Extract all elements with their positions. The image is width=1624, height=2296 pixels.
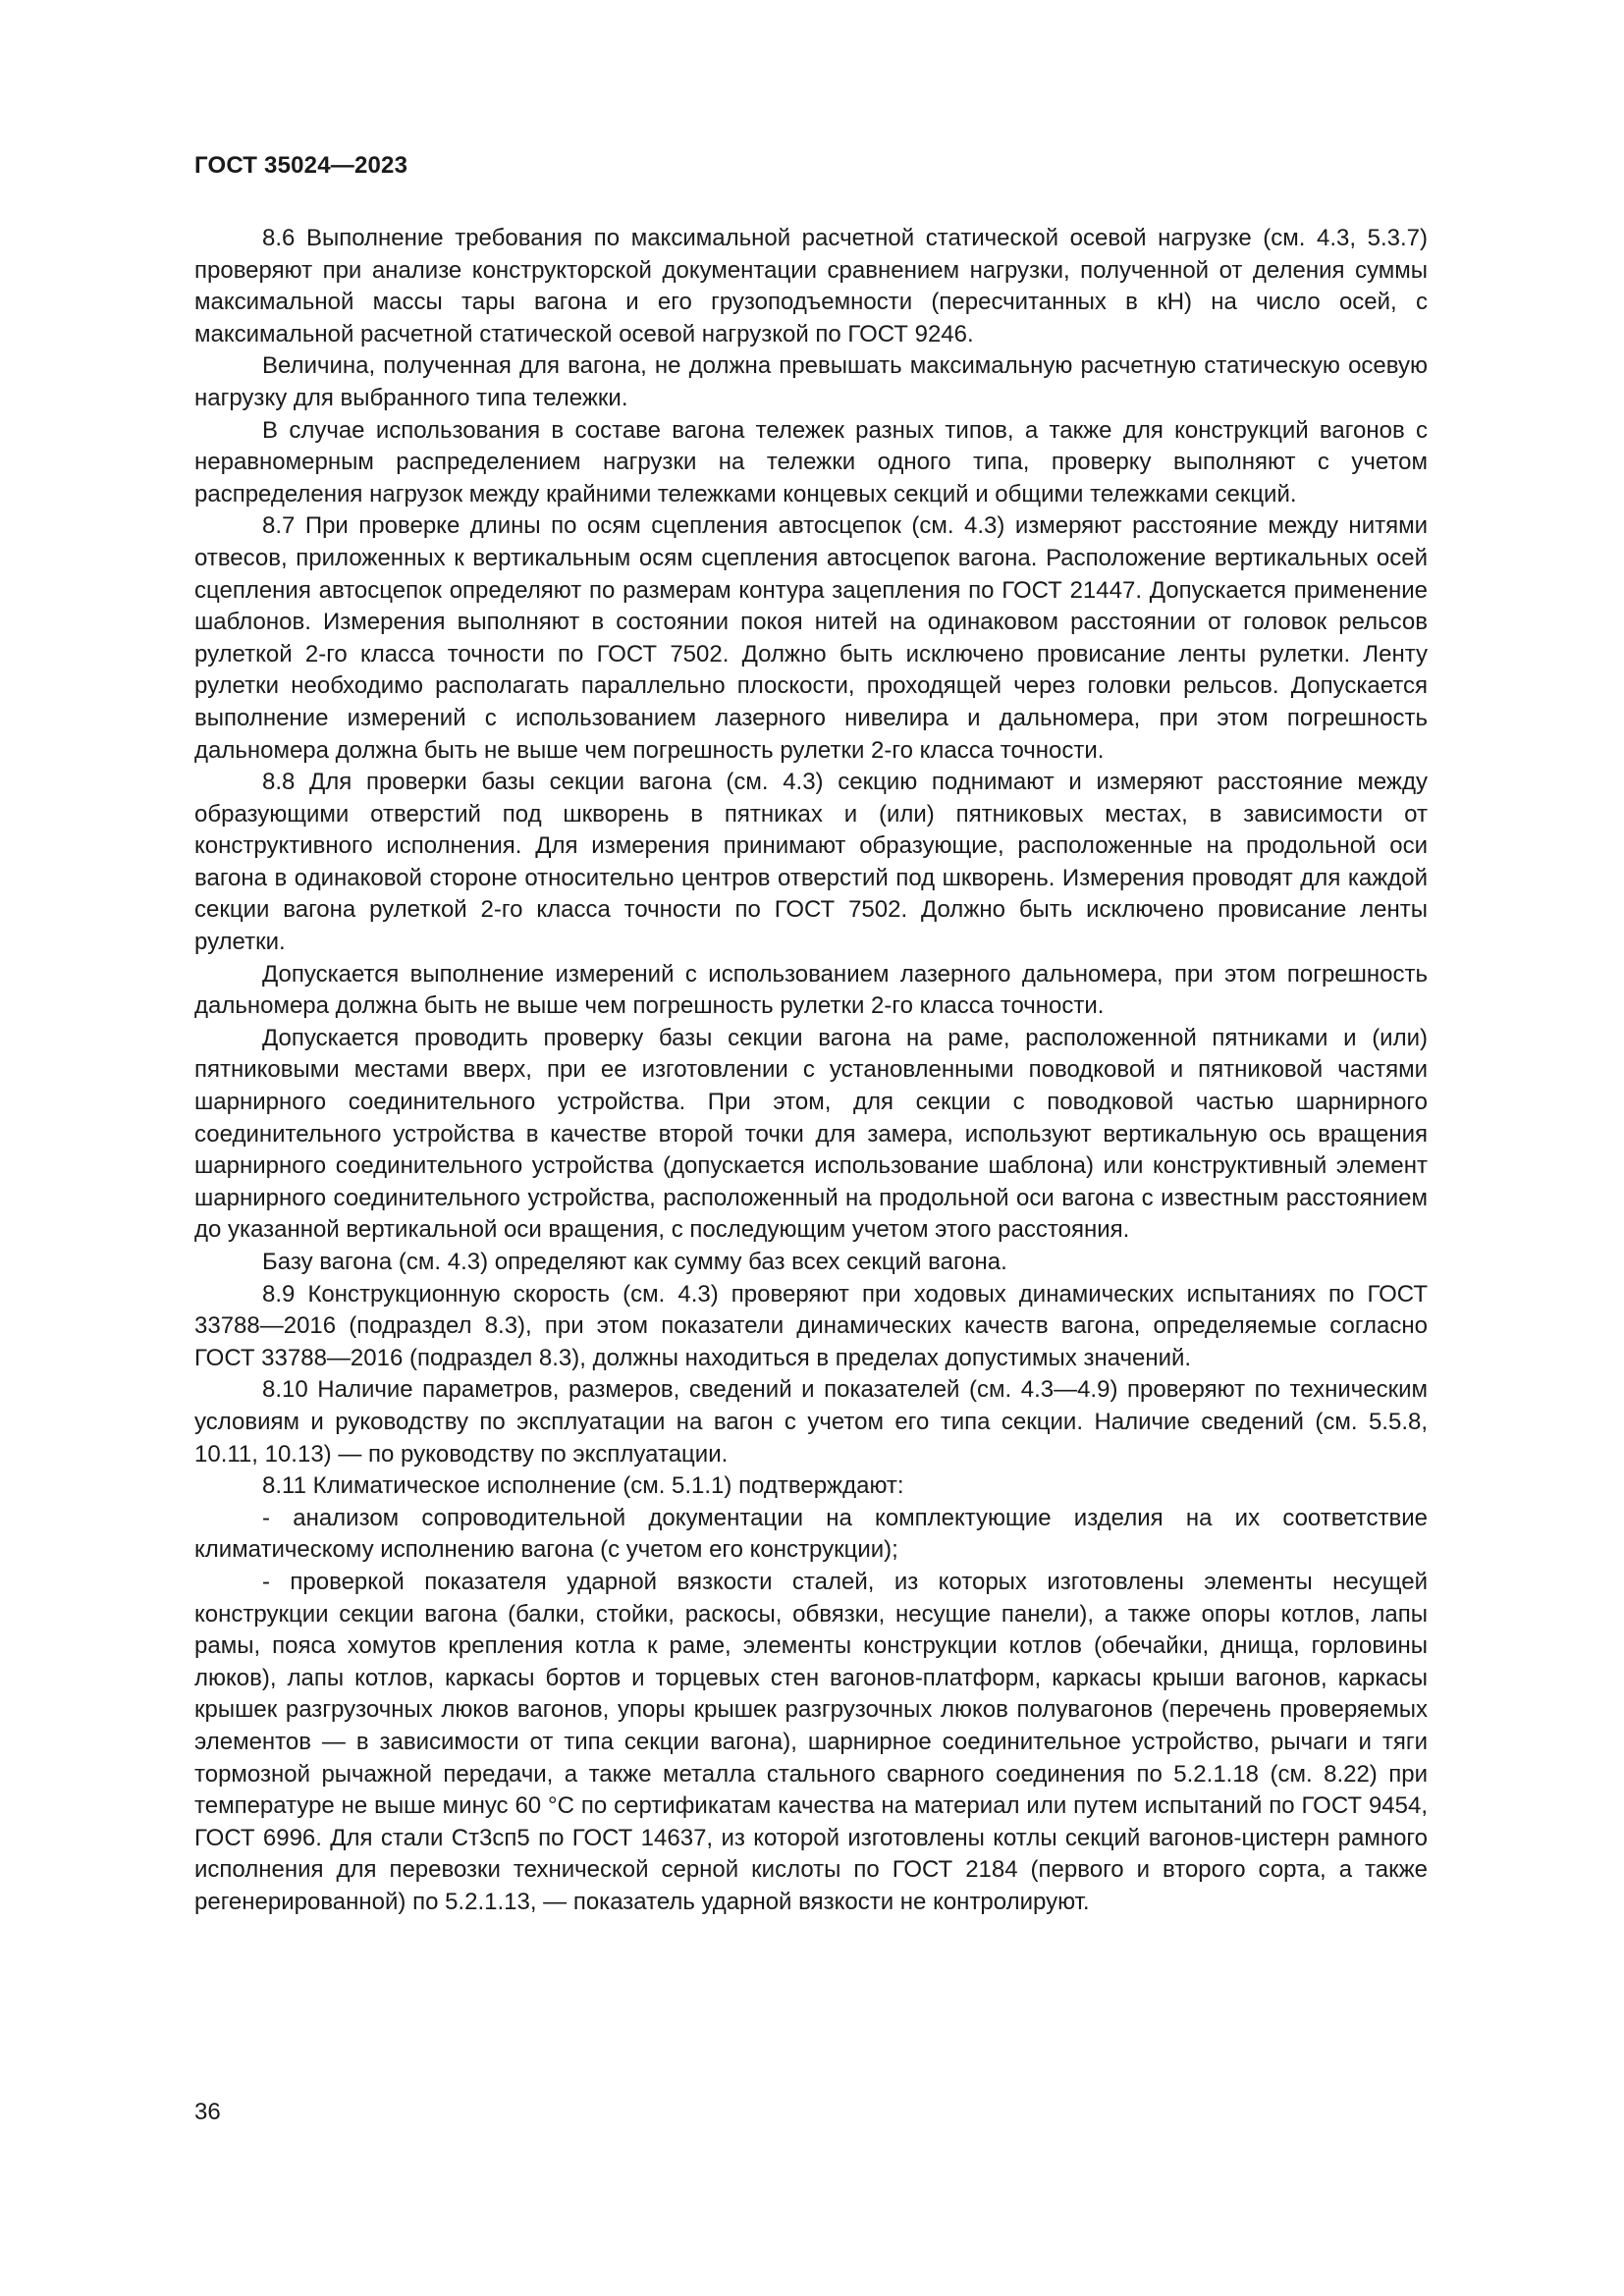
page-number: 36: [194, 2099, 221, 2125]
document-code-header: ГОСТ 35024—2023: [194, 152, 408, 179]
paragraph-8-10: 8.10 Наличие параметров, размеров, сведений и показателей (см. 4.3—4.9) проверяют по техническим условиям и руководству по эксплуатации на вагон с учетом его типа секции. Наличие сведений (см. 5.5.8, 10.11, 10.13) — по руководству по эксплуатации.: [194, 1376, 1428, 1468]
document-body: [194, 223, 1428, 1918]
paragraph-8-8-laser: Допускается выполнение измерений с использованием лазерного дальномера, при этом погрешность дальномера должна быть не выше чем погрешность рулетки 2-го класса точности.: [194, 960, 1428, 1020]
paragraph-8-6-load-limit: Величина, полученная для вагона, не должна превышать максимальную расчетную статическую осевую нагрузку для выбранного типа тележки.: [194, 352, 1428, 411]
paragraph-8-7: 8.7 При проверке длины по осям сцепления автосцепок (см. 4.3) измеряют расстояние между нитями отвесов, приложенных к вертикальным осям сцепления автосцепок вагона. Расположение вертикальных осей сцепления автосцепок определяют по размерам контура зацепления по ГОСТ 21447. Допускается применение шаблонов. Измерения выполняют в состоянии покоя нитей на одинаковом расстоянии от головок рельсов рулеткой 2-го класса точности по ГОСТ 7502. Должно быть исключено провисание ленты рулетки. Ленту рулетки необходимо располагать параллельно плоскости, проходящей через головки рельсов. Допускается выполнение измерений с использованием лазерного нивелира и дальномера, при этом погрешность дальномера должна быть не выше чем погрешность рулетки 2-го класса точности.: [194, 512, 1428, 764]
paragraph-8-9: 8.9 Конструкционную скорость (см. 4.3) проверяют при ходовых динамических испытаниях по ГОСТ 33788—2016 (подраздел 8.3), при этом показатели динамических качеств вагона, определяемые согласно ГОСТ 33788—2016 (подраздел 8.3), должны находиться в пределах допустимых значений.: [194, 1280, 1428, 1371]
paragraph-8-8-wagon-base: Базу вагона (см. 4.3) определяют как сумму баз всех секций вагона.: [262, 1249, 1007, 1275]
list-item-documentation: - анализом сопроводительной документации на комплектующие изделия на их соответствие климатическому исполнению вагона (с учетом его конструкции);: [194, 1504, 1428, 1564]
paragraph-8-8: 8.8 Для проверки базы секции вагона (см. 4.3) секцию поднимают и измеряют расстояние между образующими отверстий под шкворень в пятниках и (или) пятниковых местах, в зависимости от конструктивного исполнения. Для измерения принимают образующие, расположенные на продольной оси вагона в одинаковой стороне относительно центров отверстий под шкворень. Измерения проводят для каждой секции вагона рулеткой 2-го класса точности по ГОСТ 7502. Должно быть исключено провисание ленты рулетки.: [194, 769, 1428, 956]
list-item-impact-toughness: - проверкой показателя ударной вязкости сталей, из которых изготовлены элементы несущей конструкции секции вагона (балки, стойки, раскосы, обвязки, несущие панели), а также опоры котлов, лапы рамы, пояса хомутов крепления котла к раме, элементы конструкции котлов (обечайки, днища, горловины люков), лапы котлов, каркасы бортов и торцевых стен вагонов-платформ, каркасы крыши вагонов, каркасы крышек разгрузочных люков вагонов, упоры крышек разгрузочных люков полувагонов (перечень проверяемых элементов — в зависимости от типа секции вагона), шарнирное соединительное устройство, рычаги и тяги тормозной рычажной передачи, а также металла стального сварного соединения по 5.2.1.18 (см. 8.22) при температуре не выше минус 60 °C по сертификатам качества на материал или путем испытаний по ГОСТ 9454, ГОСТ 6996. Для стали Ст3сп5 по ГОСТ 14637, из которой изготовлены котлы секций вагонов-цистерн рамного исполнения для перевозки технической серной кислоты по ГОСТ 2184 (первого и второго сорта, а также регенерированной) по 5.2.1.13, — показатель ударной вязкости не контролируют.: [194, 1568, 1428, 1915]
paragraph-8-11: 8.11 Климатическое исполнение (см. 5.1.1) подтверждают:: [262, 1472, 904, 1500]
paragraph-8-6: 8.6 Выполнение требования по максимальной расчетной статической осевой нагрузке (см. 4.3, 5.3.7) проверяют при анализе конструкторской документации сравнением нагрузки, полученной от деления суммы максимальной массы тары вагона и его грузоподъемности (пересчитанных в кН) на число осей, с максимальной расчетной статической осевой нагрузкой по ГОСТ 9246.: [194, 225, 1428, 347]
paragraph-8-8-frame-check: Допускается проводить проверку базы секции вагона на раме, расположенной пятниками и (или) пятниковыми местами вверх, при ее изготовлении с установленными поводковой и пятниковой частями шарнирного соединительного устройства. При этом, для секции с поводковой частью шарнирного соединительного устройства в качестве второй точки для замера, используют вертикальную ось вращения шарнирного соединительного устройства (допускается использование шаблона) или конструктивный элемент шарнирного соединительного устройства, расположенный на продольной оси вагона с известным расстоянием до указанной вертикальной оси вращения, с последующим учетом этого расстояния.: [194, 1024, 1428, 1244]
paragraph-8-6-mixed-bogies: В случае использования в составе вагона тележек разных типов, а также для конструкций вагонов с неравномерным распределением нагрузки на тележки одного типа, проверку выполняют с учетом распределения нагрузок между крайними тележками концевых секций и общими тележками секций.: [194, 416, 1428, 507]
